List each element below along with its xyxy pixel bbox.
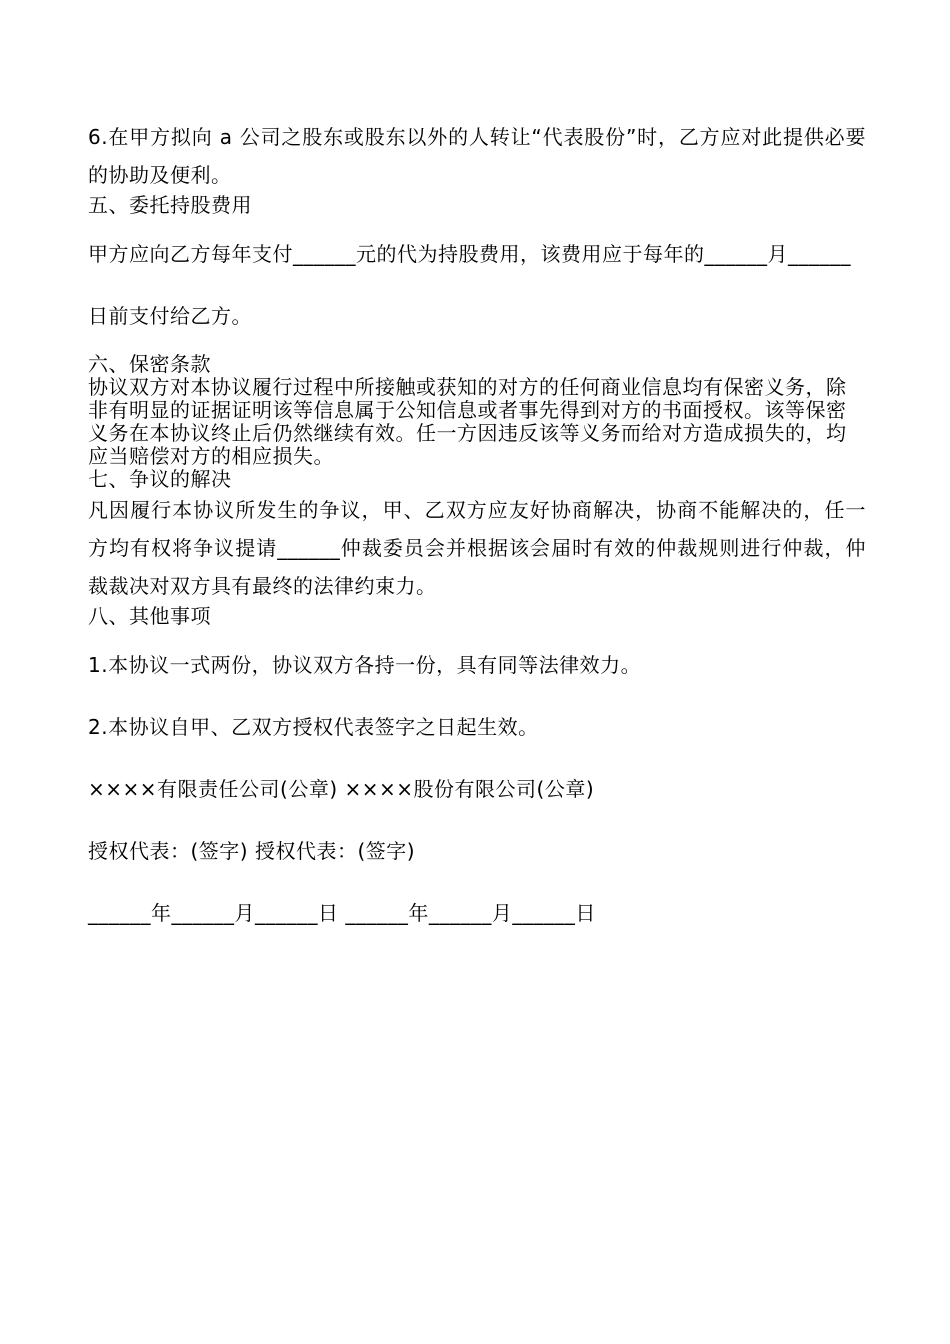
section8-item2: 2.本协议自甲、乙双方授权代表签字之日起生效。 xyxy=(88,715,539,739)
date-line: ______年______月______日 ______年______月______日 xyxy=(88,901,596,925)
section8-item1: 1.本协议一式两份，协议双方各持一份，具有同等法律效力。 xyxy=(88,653,642,677)
section7-body: 凡因履行本协议所发生的争议，甲、乙双方应友好协商解决，协商不能解决的，任一方均有权将争议提请______仲裁委员会并根据该会届时有效的仲裁规则进行仲裁，仲裁裁决对双方具有最终的法律约束力。 xyxy=(88,498,866,598)
section5-body: 甲方应向乙方每年支付______元的代为持股费用，该费用应于每年的______月______日前支付给乙方。 xyxy=(88,242,851,328)
section4-item6: 6.在甲方拟向 a 公司之股东或股东以外的人转让“代表股份”时，乙方应对此提供必要的协助及便利。 xyxy=(88,125,866,187)
section8-heading: 八、其他事项 xyxy=(88,604,211,628)
signature-line: 授权代表：(签字) 授权代表：(签字) xyxy=(88,839,416,863)
section6-body: 协议双方对本协议履行过程中所接触或获知的对方的任何商业信息均有保密义务，除非有明显的证据证明该等信息属于公知信息或者事先得到对方的书面授权。该等保密义务在本协议终止后仍然继续有效。任一方因违反该等义务而给对方造成损失的，均应当赔偿对方的相应损失。 xyxy=(88,375,847,468)
section5-heading: 五、委托持股费用 xyxy=(88,193,252,217)
parties-line: ××××有限责任公司(公章) ××××股份有限公司(公章) xyxy=(88,777,595,801)
document-page xyxy=(88,118,866,944)
section7-heading: 七、争议的解决 xyxy=(88,467,232,491)
section6-heading: 六、保密条款 xyxy=(88,352,211,376)
